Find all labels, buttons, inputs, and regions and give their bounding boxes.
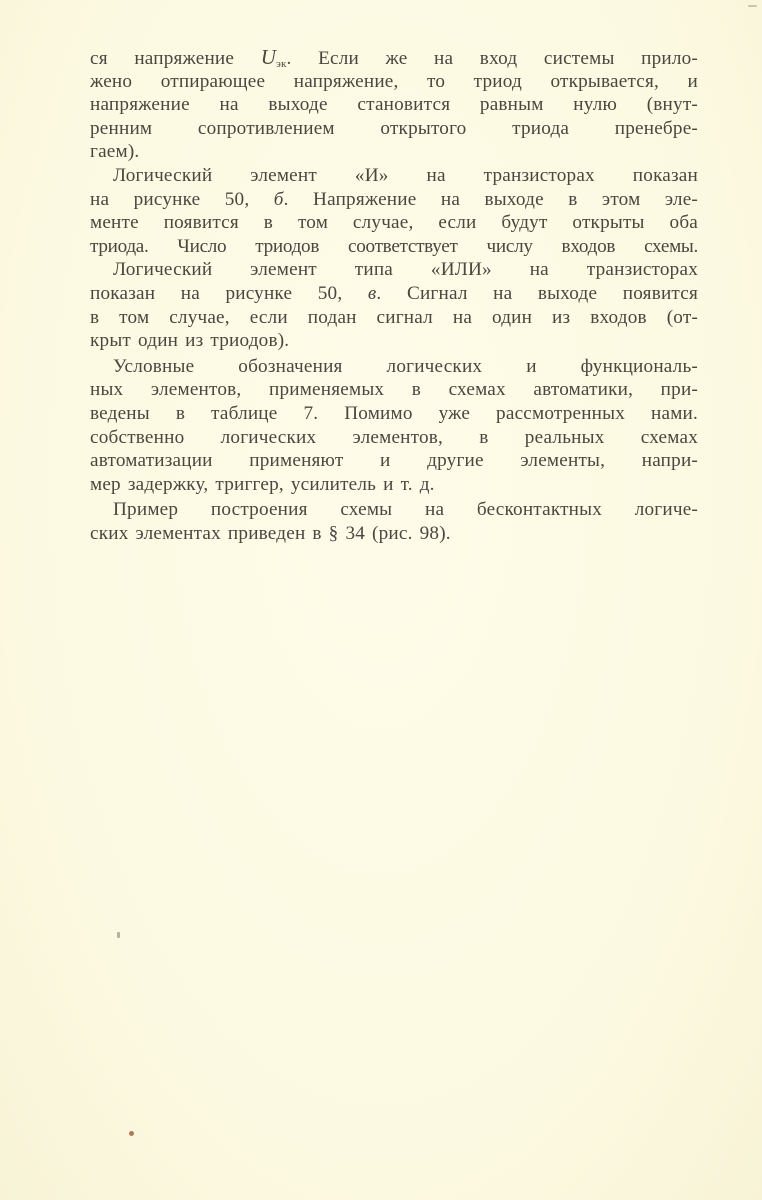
text-line: ведены в таблице 7. Помимо уже рассмотренных нами. xyxy=(90,402,698,424)
text-fragment: . Напряжение на выходе в этом эле- xyxy=(283,188,699,210)
paragraph-example xyxy=(90,498,698,545)
text-line: гаем). xyxy=(90,141,140,163)
text-line: Пример построения схемы на бесконтактных логиче- xyxy=(113,499,698,521)
text-line xyxy=(90,46,698,70)
text-line: жено отпирающее напряжение, то триод открывается, и xyxy=(90,70,698,92)
text-fragment: на рисунке 50, xyxy=(90,188,274,210)
figure-letter: в xyxy=(367,282,377,304)
symbol-subscript: эк xyxy=(276,58,287,70)
text-line: ских элементах приведен в § 34 (рис. 98). xyxy=(90,522,451,544)
text-line: собственно логических элементов, в реальных схемах xyxy=(90,426,698,448)
text-line: напряжение на выходе становится равным нулю (внут- xyxy=(90,94,698,116)
figure-letter: б xyxy=(273,188,284,210)
text-fragment: . Если же на вход системы прило- xyxy=(286,48,699,69)
paragraph-continuation xyxy=(90,46,698,164)
text-line: в том случае, если подан сигнал на один из входов (от- xyxy=(90,306,698,328)
paragraph-and-element xyxy=(90,164,698,258)
text-line: менте появится в том случае, если будут открыты оба xyxy=(90,212,698,234)
text-line: автоматизации применяют и другие элементы, напри- xyxy=(90,450,698,472)
voltage-symbol xyxy=(261,45,287,69)
text-line: триода. Число триодов соответствует числу входов схемы. xyxy=(90,235,698,257)
text-line xyxy=(90,188,698,212)
text-line: Условные обозначения логических и функциональ- xyxy=(113,355,698,377)
scan-speck xyxy=(748,5,757,7)
text-line: мер задержку, триггер, усилитель и т. д. xyxy=(90,473,435,495)
text-fragment: показан на рисунке 50, xyxy=(90,282,368,304)
text-fragment: ся напряжение xyxy=(90,48,261,69)
paragraph-symbols xyxy=(90,355,698,497)
scan-speck xyxy=(117,932,120,938)
text-line: Логический элемент «И» на транзисторах показан xyxy=(113,164,698,186)
text-fragment: . Сигнал на выходе появится xyxy=(376,282,698,304)
text-line: ренним сопротивлением открытого триода пренебре- xyxy=(90,117,698,139)
text-line: крыт один из триодов). xyxy=(90,330,290,352)
text-line: Логический элемент типа «ИЛИ» на транзисторах xyxy=(113,259,698,281)
page-body-text xyxy=(90,46,698,545)
symbol-letter: U xyxy=(260,45,277,69)
text-line: ных элементов, применяемых в схемах автоматики, при- xyxy=(90,379,698,401)
text-line xyxy=(90,282,698,306)
paragraph-or-element xyxy=(90,258,698,352)
scan-speck xyxy=(129,1131,134,1136)
